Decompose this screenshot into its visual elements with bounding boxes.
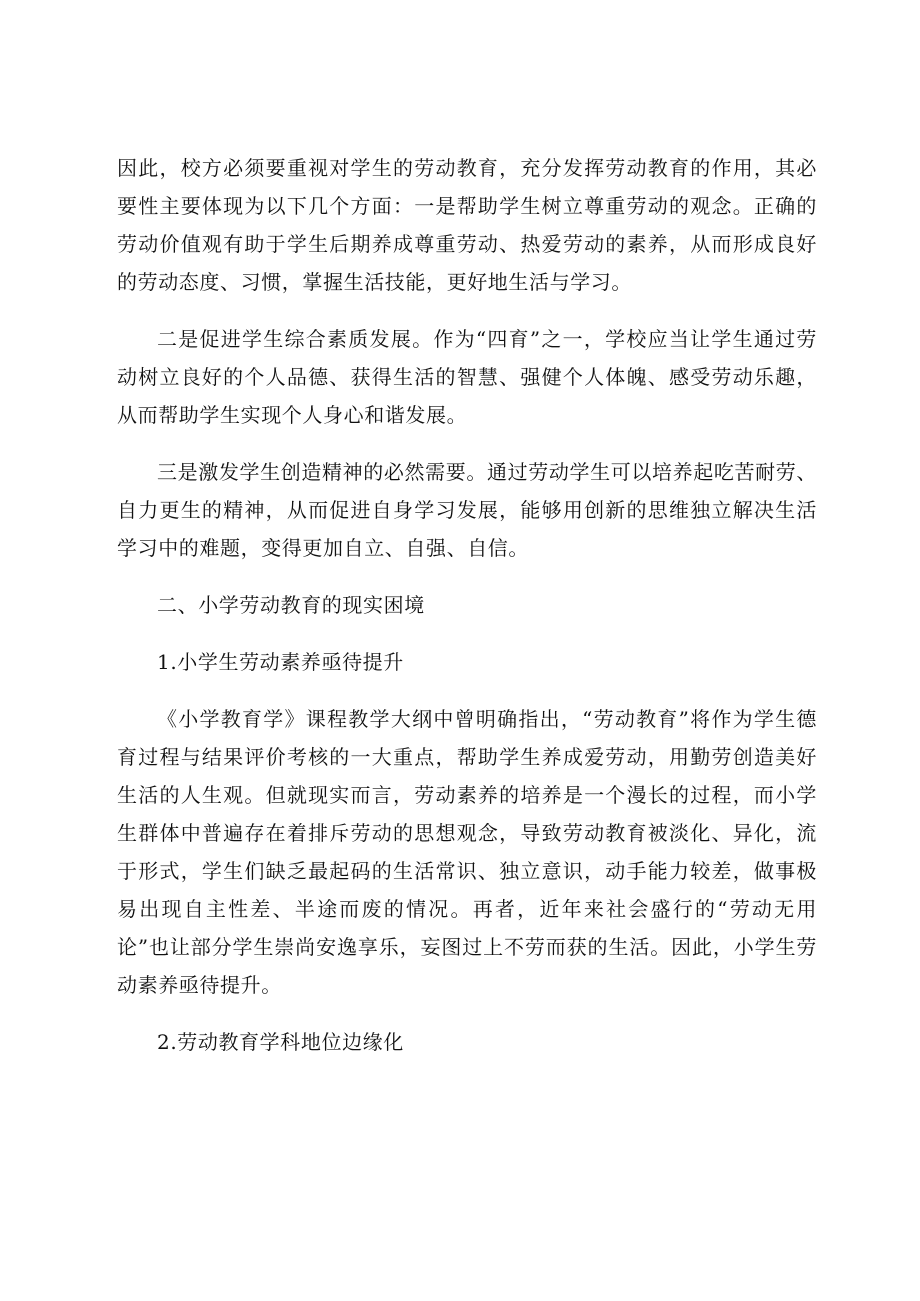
section-heading: 二、小学劳动教育的现实困境 [157,593,425,617]
paragraph-creative-spirit: 三是激发学生创造精神的必然需要。通过劳动学生可以培养起吃苦耐劳、自力更生的精神，从而促进自身学习发展，能够用创新的思维独立解决生活学习中的难题，变得更加自立、自强、自信。 [117,460,817,560]
paragraph-necessity: 因此，校方必须要重视对学生的劳动教育，充分发挥劳动教育的作用，其必要性主要体现为以下几个方面：一是帮助学生树立尊重劳动的观念。正确的劳动价值观有助于学生后期养成尊重劳动、热爱劳动的素养，从而形成良好的劳动态度、习惯，掌握生活技能，更好地生活与学习。 [117,156,817,294]
document-body [117,149,817,1080]
subsection-heading-2: 2.劳动教育学科地位边缘化 [157,1030,404,1054]
subsection-heading-1: 1.小学生劳动素养亟待提升 [157,650,404,674]
paragraph-comprehensive-quality: 二是促进学生综合素质发展。作为“四育”之一，学校应当让学生通过劳动树立良好的个人品德、获得生活的智慧、强健个人体魄、感受劳动乐趣，从而帮助学生实现个人身心和谐发展。 [117,327,817,427]
paragraph-labor-literacy: 《小学教育学》课程教学大纲中曾明确指出，“劳动教育”将作为学生德育过程与结果评价考核的一大重点，帮助学生养成爱劳动，用勤劳创造美好生活的人生观。但就现实而言，劳动素养的培养是一个漫长的过程，而小学生群体中普遍存在着排斥劳动的思想观念，导致劳动教育被淡化、异化，流于形式，学生们缺乏最起码的生活常识、独立意识，动手能力较差，做事极易出现自主性差、半途而废的情况。再者，近年来社会盛行的“劳动无用论”也让部分学生崇尚安逸享乐，妄图过上不劳而获的生活。因此，小学生劳动素养亟待提升。 [117,707,817,997]
